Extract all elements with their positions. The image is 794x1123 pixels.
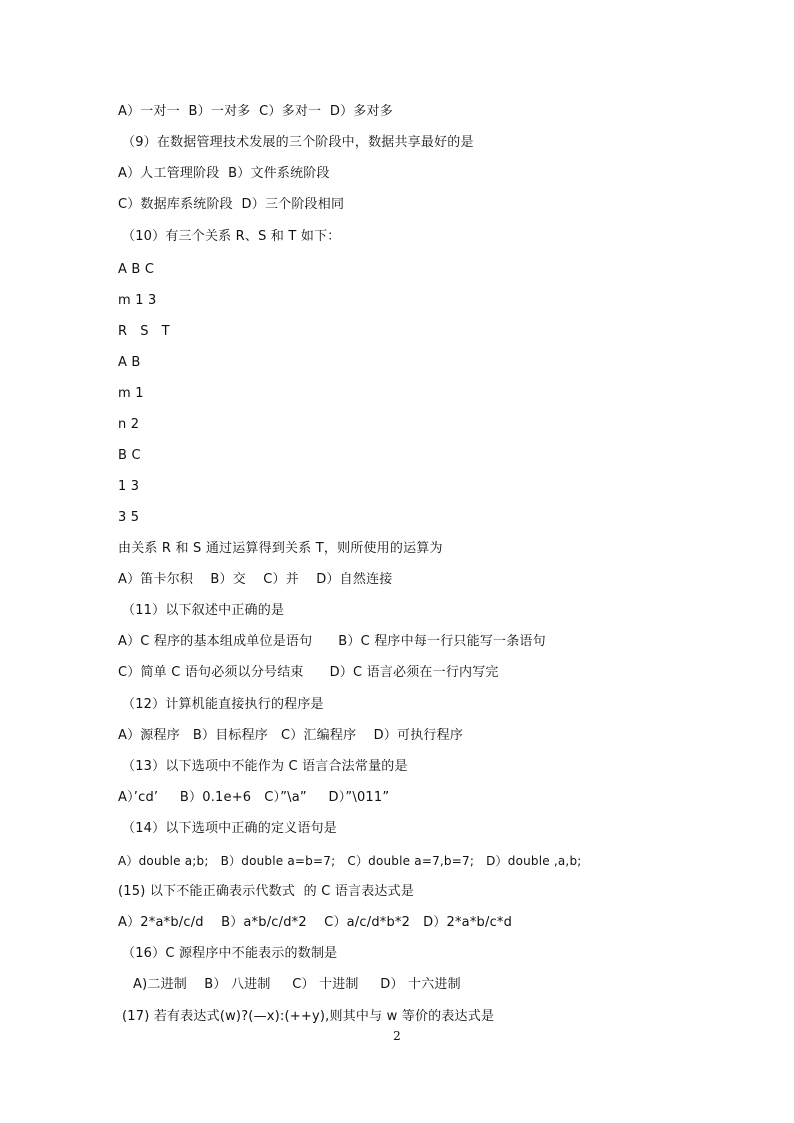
q10-stem: 由关系 R 和 S 通过运算得到关系 T，则所使用的运算为 (118, 541, 443, 556)
q12-options: A）源程序 B）目标程序 C）汇编程序 D）可执行程序 (118, 728, 464, 743)
relation-r-row: m 1 3 (118, 293, 157, 308)
q13-options: A）’cd’ B）0.1e+6 C）”\a” D）”\011” (118, 790, 390, 805)
q17-question: (17) 若有表达式(w)?(—x):(++y),则其中与 w 等价的表达式是 (122, 1009, 495, 1024)
q15-options: A）2*a*b/c/d B）a*b/c/d*2 C）a/c/d*b*2 D）2*a*b/c*d (118, 915, 513, 930)
relation-r-header: A B C (118, 262, 155, 277)
q11-options-cd: C）简单 C 语句必须以分号结束 D）C 语言必须在一行内写完 (118, 665, 499, 680)
relation-s-row-1: m 1 (118, 386, 144, 401)
q8-options: A）一对一 B）一对多 C）多对一 D）多对多 (118, 104, 393, 119)
q11-question: （11）以下叙述中正确的是 (122, 603, 285, 618)
q13-question: （13）以下选项中不能作为 C 语言合法常量的是 (122, 759, 408, 774)
q11-options-ab: A）C 程序的基本组成单位是语句 B）C 程序中每一行只能写一条语句 (118, 634, 546, 649)
q9-options-cd: C）数据库系统阶段 D）三个阶段相同 (118, 197, 345, 212)
q15-question: (15) 以下不能正确表示代数式 的 C 语言表达式是 (118, 884, 415, 899)
q16-question: （16）C 源程序中不能表示的数制是 (122, 946, 338, 961)
q14-options: A）double a;b; B）double a=b=7; C）double a=7,b=7; D）double ,a,b; (118, 854, 582, 868)
q14-question: （14）以下选项中正确的定义语句是 (122, 821, 337, 836)
relation-names: R S T (118, 324, 170, 339)
q10-question: （10）有三个关系 R、S 和 T 如下： (122, 229, 341, 244)
q9-options-ab: A）人工管理阶段 B）文件系统阶段 (118, 166, 330, 181)
relation-t-row-2: 3 5 (118, 510, 140, 525)
relation-t-row-1: 1 3 (118, 479, 140, 494)
relation-s-header: A B (118, 355, 141, 370)
q9-question: （9）在数据管理技术发展的三个阶段中，数据共享最好的是 (122, 135, 474, 150)
q12-question: （12）计算机能直接执行的程序是 (122, 697, 324, 712)
relation-s-row-2: n 2 (118, 417, 140, 432)
page-number: 2 (393, 1029, 401, 1043)
relation-t-header: B C (118, 448, 141, 463)
q10-options: A）笛卡尔积 B）交 C）并 D）自然连接 (118, 572, 393, 587)
q16-options: A)二进制 B） 八进制 C） 十进制 D） 十六进制 (133, 977, 461, 992)
